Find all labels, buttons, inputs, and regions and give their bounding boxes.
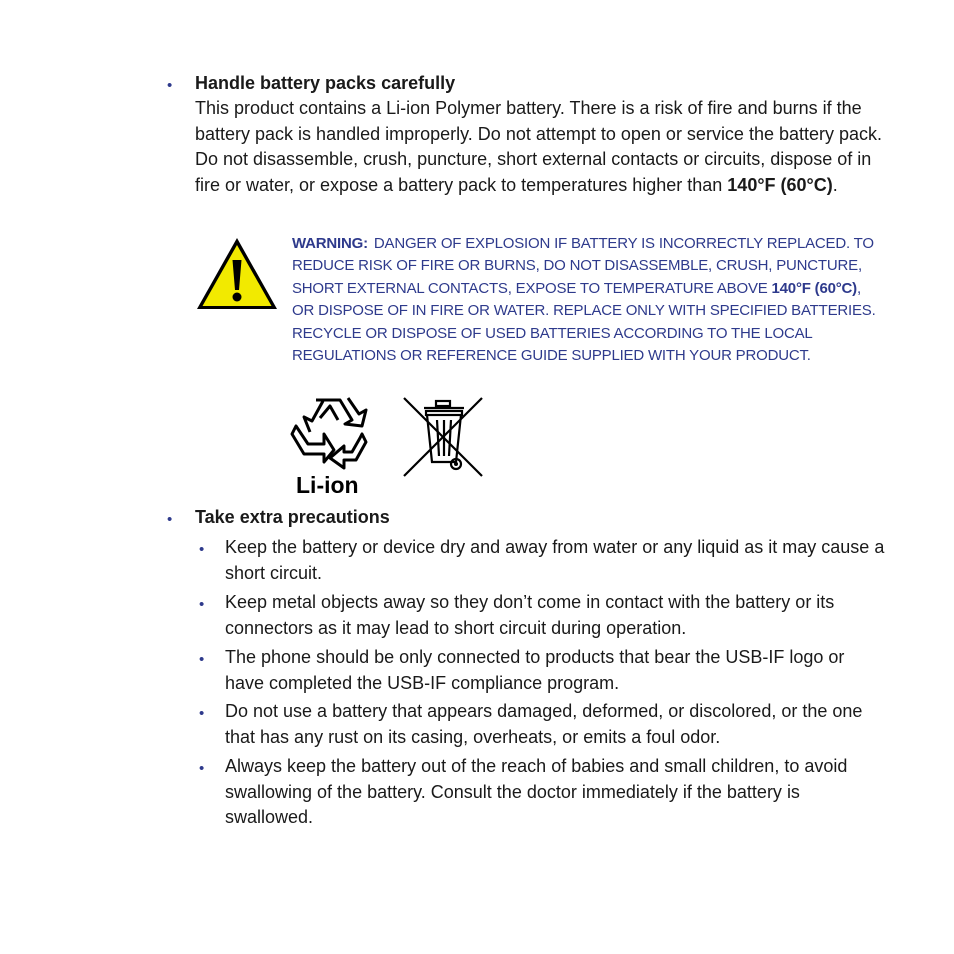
- list-item: Keep metal objects away so they don’t come in contact with the battery or its connectors as it may lead to short circuit during operation.: [225, 592, 835, 638]
- bullet: •: [167, 77, 173, 94]
- warning-triangle-icon: [195, 236, 279, 312]
- recycle-icon: [290, 396, 370, 496]
- list-bullet: •: [199, 541, 205, 558]
- bullet: •: [167, 511, 173, 528]
- list-bullet: •: [199, 596, 205, 613]
- crossed-out-bin-icon: [402, 396, 484, 478]
- warning-temperature: 140°F (60°C): [771, 279, 857, 297]
- section-body: [195, 96, 885, 198]
- body-text: This product contains a Li-ion Polymer battery. There is a risk of fire and burns if the battery pack is handled improperly. Do not attempt to open or service the battery pack. Do not disassemble, crush, puncture, short external contacts or circuits, dispose of in fire or water, or expose a battery pack to temperatures higher than: [195, 98, 883, 195]
- list-item: The phone should be only connected to products that bear the USB-IF logo or have completed the USB-IF compliance program.: [225, 647, 845, 693]
- list-bullet: •: [199, 705, 205, 722]
- body-text-end: .: [832, 174, 838, 195]
- warning-body: DANGER OF EXPLOSION IF BATTERY IS INCORRECTLY REPLACED. TO REDUCE RISK OF FIRE OR BURNS, DO NOT DISASSEMBLE, CRUSH, PUNCTURE, SHORT EXTERNAL CONTACTS, EXPOSE TO TEMPERATURE ABOVE: [292, 235, 874, 297]
- list-bullet: •: [199, 760, 205, 777]
- warning-text: [292, 233, 877, 367]
- li-ion-label: Li-ion: [296, 472, 359, 496]
- list-item: Keep the battery or device dry and away from water or any liquid as it may cause a short circuit.: [225, 537, 885, 583]
- list-item: Do not use a battery that appears damaged, deformed, or discolored, or the one that has any rust on its casing, overheats, or emits a foul odor.: [225, 701, 863, 747]
- warning-label: WARNING:: [292, 235, 368, 252]
- list-item: Always keep the battery out of the reach of babies and small children, to avoid swallowing of the battery. Consult the doctor immediately if the battery is swallowed.: [225, 756, 848, 827]
- section-heading: Handle battery packs carefully: [195, 73, 456, 93]
- warning-body-end: , OR DISPOSE OF IN FIRE OR WATER. REPLACE ONLY WITH SPECIFIED BATTERIES. RECYCLE OR DISPOSE OF USED BATTERIES ACCORDING TO THE LOCAL REGULATIONS OR REFERENCE GUIDE SUPPLIED WITH YOUR PRODUCT.: [292, 279, 876, 365]
- section-heading: Take extra precautions: [195, 507, 390, 527]
- list-bullet: •: [199, 651, 205, 668]
- temperature-limit: 140°F (60°C): [727, 174, 833, 195]
